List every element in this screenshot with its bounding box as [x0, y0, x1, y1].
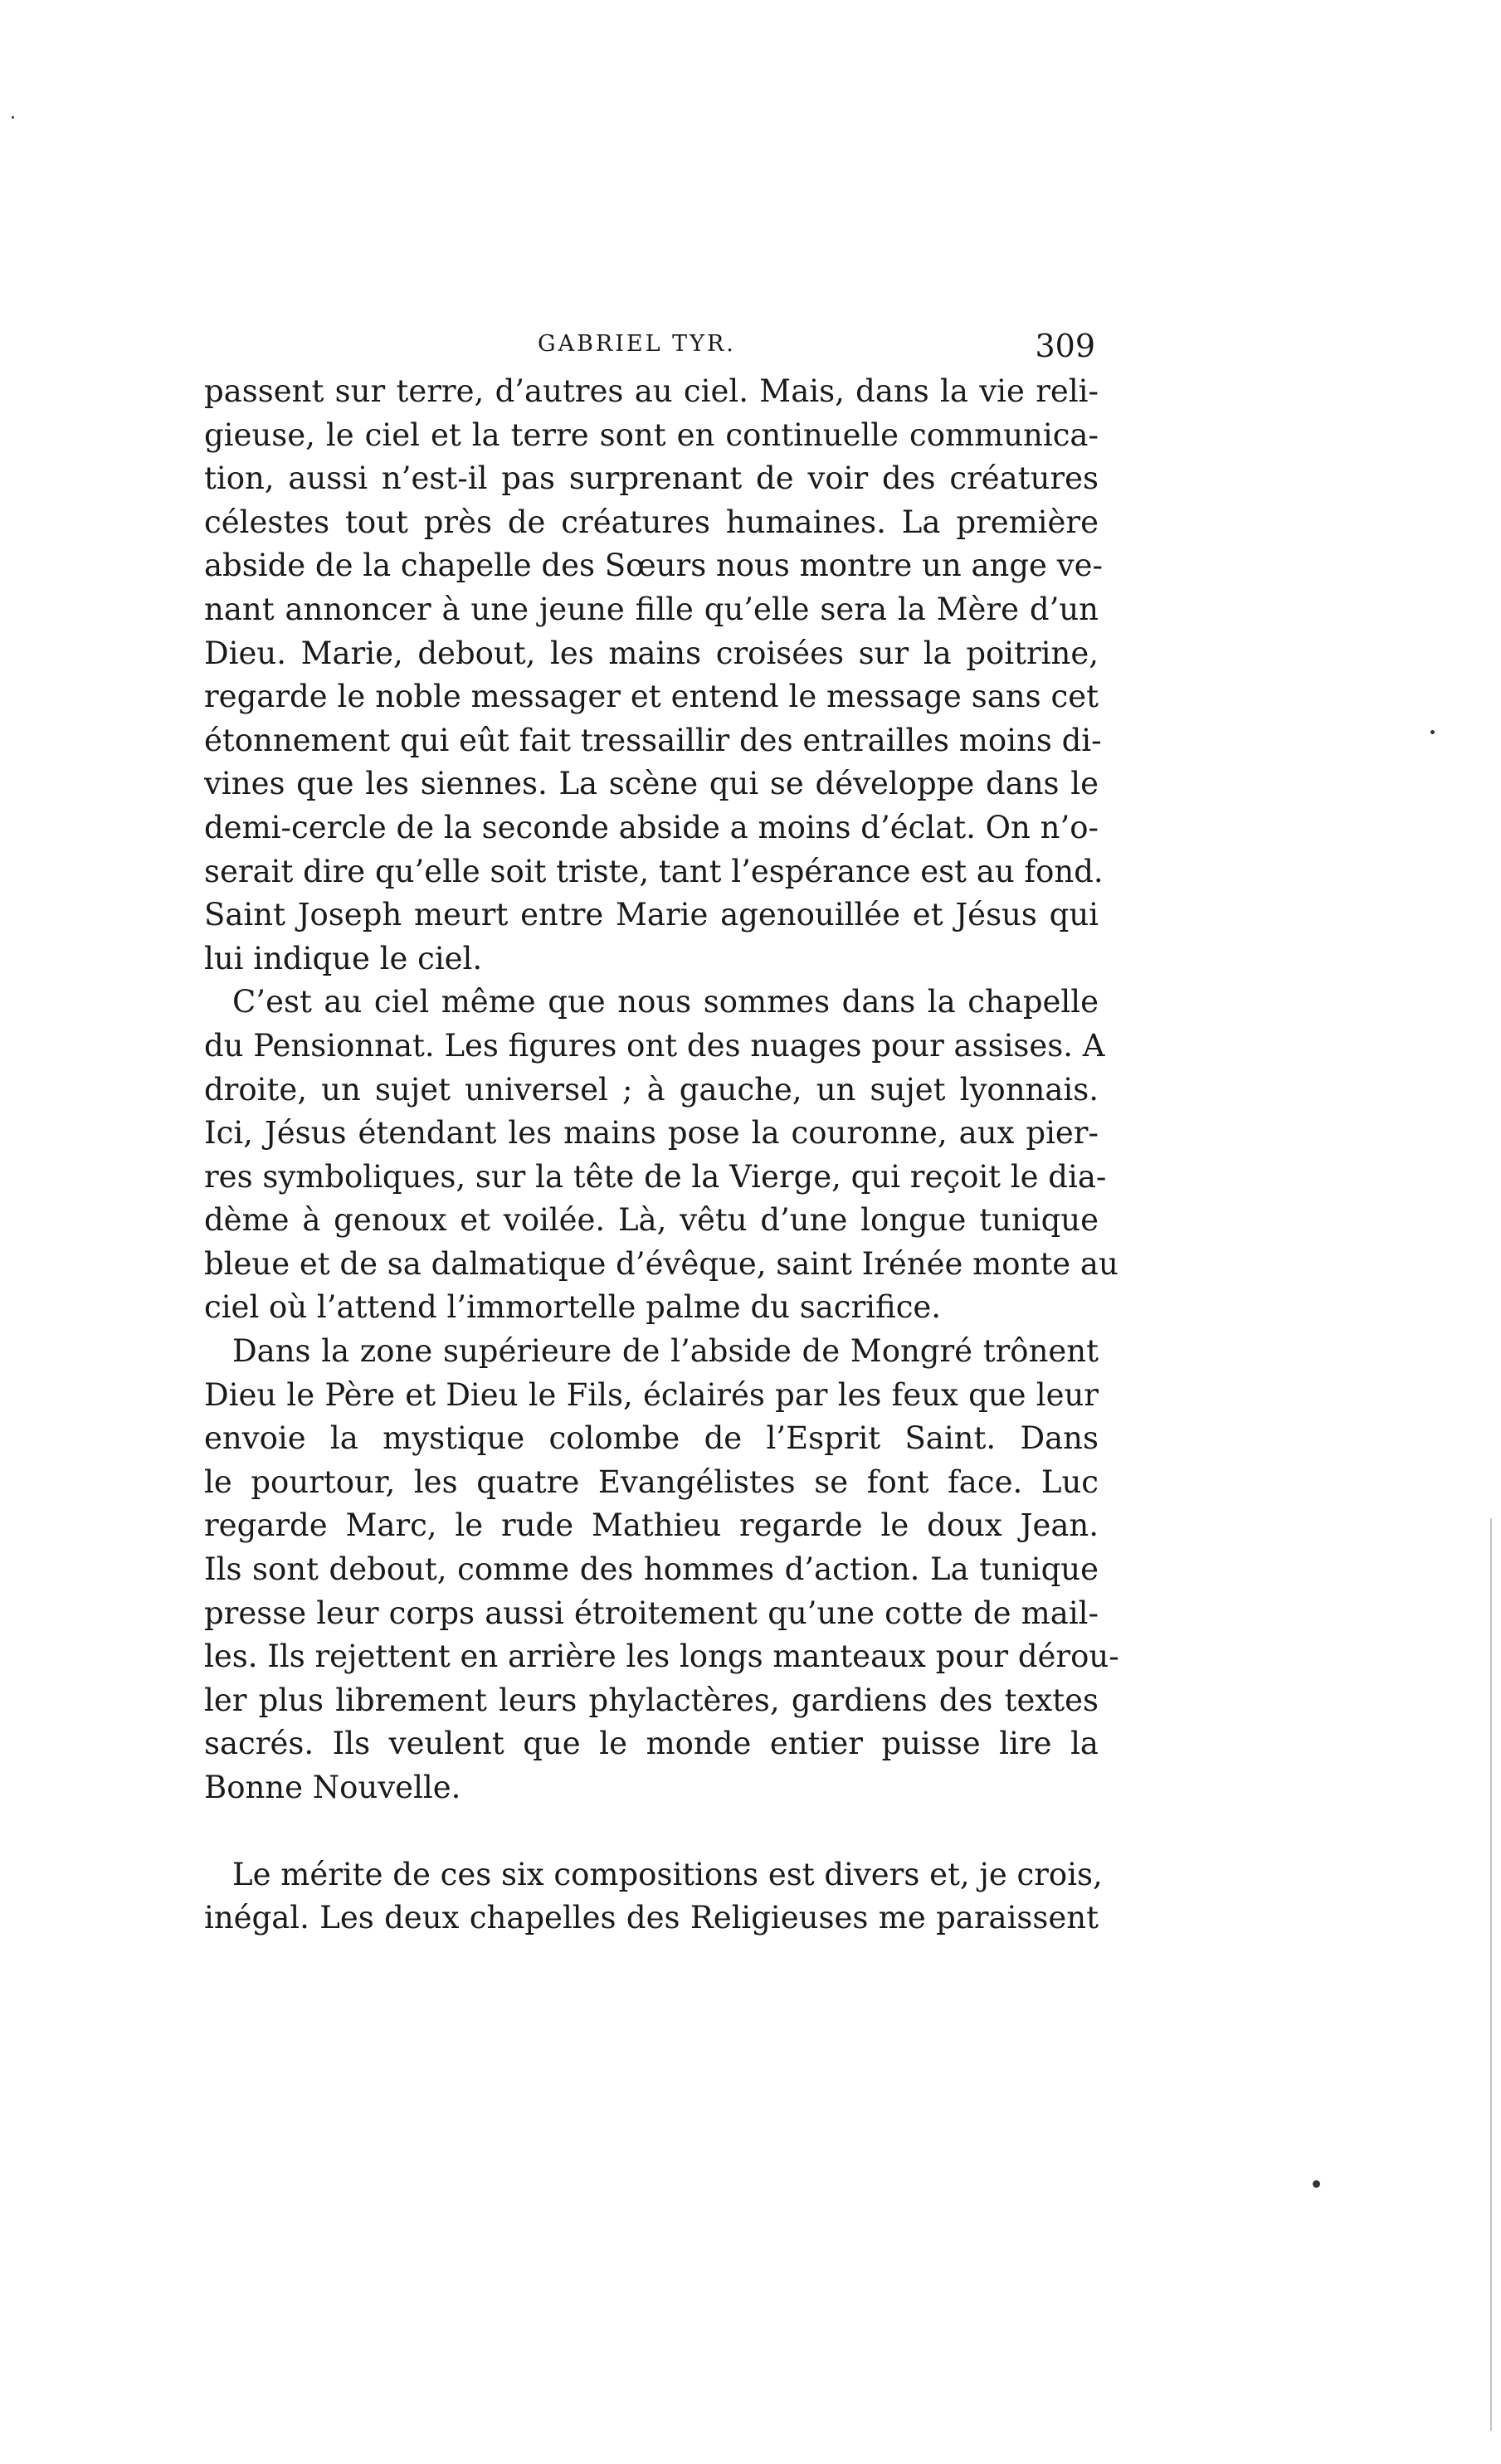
text-line: Bonne Nouvelle. [204, 1770, 461, 1805]
page-number: 309 [1035, 328, 1095, 364]
text-line: C’est au ciel même que nous sommes dans la chapelle [232, 984, 1099, 1020]
text-line: tion, aussi n’est-il pas surprenant de voir des créatures [204, 460, 1099, 497]
text-line: ler plus librement leurs phylactères, gardiens des textes [204, 1682, 1099, 1718]
text-line: Dans la zone supérieure de l’abside de Mongré trônent [232, 1333, 1099, 1370]
text-line: abside de la chapelle des Sœurs nous montre un ange ve- [204, 548, 1103, 584]
text-line: dème à genoux et voilée. Là, vêtu d’une longue tunique [204, 1202, 1099, 1239]
running-title: GABRIEL TYR. [538, 331, 736, 357]
scan-speck [1430, 730, 1435, 734]
text-line: Le mérite de ces six compositions est divers et, je crois, [232, 1856, 1103, 1892]
text-line: Dieu. Marie, debout, les mains croisées sur la poitrine, [204, 635, 1099, 671]
text-line: étonnement qui eût fait tressaillir des entrailles moins di- [204, 722, 1102, 758]
text-line: envoie la mystique colombe de l’Esprit Saint. Dans [204, 1420, 1099, 1457]
text-line: Ici, Jésus étendant les mains pose la couronne, aux pier- [204, 1115, 1099, 1152]
text-line: regarde le noble messager et entend le message sans cet [204, 679, 1099, 715]
text-line: regarde Marc, le rude Mathieu regarde le doux Jean. [204, 1507, 1099, 1544]
text-line: nant annoncer à une jeune fille qu’elle sera la Mère d’un [204, 591, 1099, 627]
text-line: du Pensionnat. Les figures ont des nuages pour assises. A [204, 1027, 1105, 1064]
body-text [204, 370, 1119, 1941]
text-line: presse leur corps aussi étroitement qu’une cotte de mail- [204, 1595, 1099, 1631]
paragraph-2 [204, 981, 1118, 1330]
text-line: serait dire qu’elle soit triste, tant l’espérance est au fond. [204, 853, 1104, 889]
page-edge-mark [1490, 1518, 1492, 2431]
text-line: droite, un sujet universel ; à gauche, un sujet lyonnais. [204, 1071, 1099, 1108]
running-head [207, 328, 1095, 369]
text-line: célestes tout près de créatures humaines. La première [204, 504, 1099, 540]
text-line: Ils sont debout, comme des hommes d’action. La tunique [204, 1551, 1099, 1588]
text-line: bleue et de sa dalmatique d’évêque, saint Irénée monte au [204, 1245, 1118, 1282]
text-line: Dieu le Père et Dieu le Fils, éclairés par les feux que leur [204, 1376, 1099, 1413]
text-line: ciel où l’attend l’immortelle palme du sacrifice. [204, 1289, 942, 1326]
paragraph-3 [204, 1330, 1119, 1810]
paragraph-1 [204, 370, 1104, 981]
text-line: lui indique le ciel. [204, 940, 483, 976]
scan-speck [12, 116, 14, 119]
text-line: le pourtour, les quatre Evangélistes se font face. Luc [204, 1463, 1099, 1500]
text-line: les. Ils rejettent en arrière les longs manteaux pour dérou- [204, 1639, 1119, 1675]
section-gap [204, 1810, 1099, 1853]
paragraph-4 [204, 1853, 1103, 1941]
text-line: gieuse, le ciel et la terre sont en continuelle communica- [204, 416, 1099, 453]
text-line: sacrés. Ils veulent que le monde entier puisse lire la [204, 1726, 1099, 1762]
text-line: inégal. Les deux chapelles des Religieuses me paraissent [204, 1900, 1099, 1936]
text-line: vines que les siennes. La scène qui se développe dans le [204, 766, 1099, 802]
text-line: Saint Joseph meurt entre Marie agenouillée et Jésus qui [204, 897, 1099, 933]
text-line: passent sur terre, d’autres au ciel. Mais, dans la vie reli- [204, 373, 1099, 409]
text-line: demi-cercle de la seconde abside a moins d’éclat. On n’o- [204, 809, 1099, 845]
text-line: res symboliques, sur la tête de la Vierge, qui reçoit le dia- [204, 1158, 1107, 1195]
scan-speck [1313, 2180, 1320, 2188]
